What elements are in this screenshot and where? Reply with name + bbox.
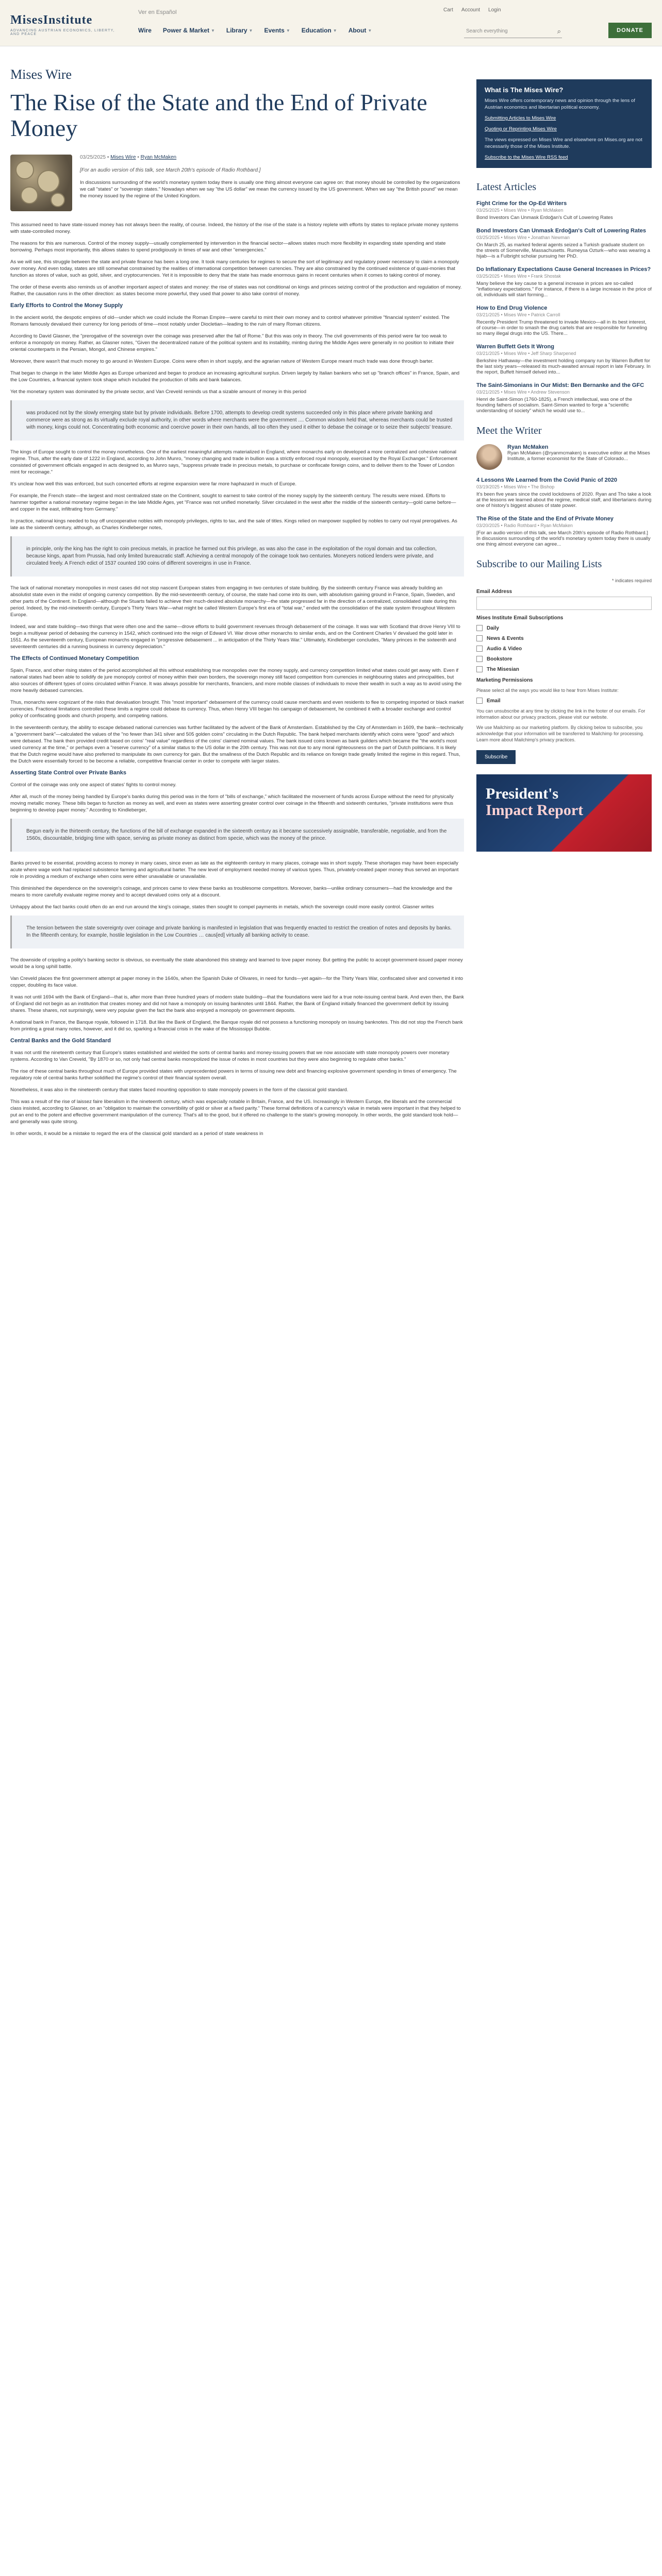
coin-graphic: [15, 161, 34, 179]
list-item[interactable]: [476, 516, 652, 547]
article-meta: 03/25/2025 • Mises Wire • Jonathan Newman: [476, 235, 570, 240]
about-wire-text: Mises Wire offers contemporary news and opinion through the lens of Austrian economics and libertarian political economy.: [485, 98, 635, 110]
article-link[interactable]: How to End Drug Violence: [476, 305, 548, 311]
site-header: [0, 0, 662, 46]
article-summary: Bond Investors Can Unmask Erdoğan's Cult of Lowering Rates: [476, 215, 613, 221]
list-item[interactable]: [476, 266, 652, 298]
nav-item-events[interactable]: Events ▼: [264, 27, 290, 34]
paragraph: Van Creveld places the first government attempt at paper money in the 1640s, when the Spanish Duke of Olivares, in need for funds—yet again—for the Thirty Years War, confiscated silver and converted it into copper, doubling its face value.: [10, 976, 463, 988]
coin-graphic: [21, 187, 38, 204]
checkbox-label: Daily: [487, 625, 499, 631]
lists-label: Mises Institute Email Subscriptions: [476, 615, 564, 621]
paragraph: Indeed, war and state building—two things that were often one and the same—drove efforts to build government revenues through debasement of the coinage. It was war with Scotland that drove Henry VIII to begin a multiyear period of debasing the currency in 1542, which continued into the reign of Edward VI. War drove other monarchs to similar ends, and on the Continent Charles V devalued the gold later in 1551. As the seventeenth century, European monarchs engaged in "progressive debasement ... in anticipation of the Thirty Years War." Ultimately, Kindleberger concludes, "Many princes in the sixteenth and seventeenth centuries did a running business in currency depreciation.": [10, 624, 460, 650]
paragraph: A national bank in France, the Banque royale, followed in 1718. But like the Bank of England, the Banque royale did not possess a functioning monopoly on issuing banknotes. This did not stop the French bank from printing a great many notes, however, and it did so, sparking a financial crisis in the wake of the Mississippi Bubble.: [10, 1020, 463, 1032]
checkbox-label: Audio & Video: [487, 646, 522, 652]
paragraph: According to David Glasner, the "prerogative of the sovereign over the coinage was preserved after the fall of Rome." But this was only in theory. The civil governments of this period were far too weak to enforce a monopoly on money. Rather, as Glasner notes, "Given the decentralized nature of the political system and its instability, minting during the Middle Ages were generally in no position to initiate their oriental counterparts in the Persian, Mongol, and Chinese empires.": [10, 333, 454, 352]
article-summary: Many believe the key cause to a general increase in prices are so-called "inflationary expectations." For instance, if there is a large increase in the price of oil, individuals will start forming...: [476, 281, 652, 298]
main-nav: [138, 27, 372, 34]
article: [10, 67, 464, 1137]
promo-line-2: Impact Report: [486, 802, 584, 819]
article-link[interactable]: Bond Investors Can Unmask Erdoğan's Cult of Lowering Rates: [476, 228, 646, 234]
blockquote: was produced not by the slowly emerging state but by private individuals. Before 1700, attempts to develop credit systems succeeded only in this place where private banking and commerce were as strong as its virtually exclude royal authority, in other words where merchants were the government .... Common wisdom held that, whereas merchants could be trusted with money, kings could not. Concentrating both economic and coercive power in their own hands, all too often they used it either to debase the coinage or to seize their subjects' treasure.: [10, 400, 464, 440]
paragraph: The kings of Europe sought to control the money nonetheless. One of the earliest meaningful attempts materialized in England, where monarchs early on developed a more centralized and cohesive national regime. Thus, after the early date of 1222 in England, according to John Munro, "money changing and trade in bullion was a strictly enforced royal monopoly, exercised by the Royal Exchanger." Enforcement consisted of government officials engaged in acts designed to, as Munro says, "suppress private trade in precious metals, to purchase or confiscate foreign coins, and to deliver them to the Tower of London mint for recoinage.": [10, 449, 458, 475]
section-heading: The Effects of Continued Monetary Competition: [10, 655, 139, 662]
section-heading: Central Banks and the Gold Standard: [10, 1038, 111, 1044]
writer-name[interactable]: Ryan McMaken: [507, 444, 549, 450]
paragraph: Unhappy about the fact banks could often do an end run around the king's coinage, states then sought to compel payments in metals, which the sovereign could more easily control. Glasner writes: [10, 904, 434, 910]
article-meta: 03/21/2025 • Mises Wire • Patrick Carroll: [476, 312, 560, 317]
outlet-link[interactable]: Mises Wire: [110, 155, 136, 160]
list-item[interactable]: [476, 382, 652, 414]
nav-item-wire[interactable]: Wire: [138, 27, 152, 34]
marketing-text: Please select all the ways you would like to hear from Mises Institute:: [476, 688, 619, 693]
search-icon[interactable]: ⌕: [557, 27, 561, 35]
paragraph: This was a result of the rise of laissez faire liberalism in the nineteenth century, which was especially notable in Britain, France, and the US. Increasingly in Western Europe, the liberals and the commercial class insisted, according to Glasner, on an "obligation to maintain the convertibility of gold or silver at a fixed parity." These formal definitions of a currency's value in metals were important in that they helped to put an end to the potent and effective government manipulation of the currency. That's all to the good, but it offered no challenge to the state's growing monopoly. In other words, the gold standard took hold—and generally was quite strong.: [10, 1099, 461, 1125]
email-label: Email Address: [476, 589, 512, 595]
latest-articles-title: Latest Articles: [476, 181, 537, 193]
checkbox-box[interactable]: [476, 656, 483, 662]
blockquote: Begun early in the thirteenth century, the functions of the bill of exchange expanded in the sixteenth century as it became successively assignable, transferable, negotiable, and from the 1560s, discountable, bridging time with space, serving as private money as distinct from specie, which was the money of the prince.: [10, 819, 464, 852]
blockquote: The tension between the state sovereignty over coinage and private banking is manifested in legislation that was frequently enacted to restrict the creation of notes and deposits by banks. In the fifteenth century, for example, hostile legislation in the Low Countries … caus[ed] virtually all banking activity to cease.: [10, 916, 464, 948]
article-meta: 03/25/2025 • Mises Wire • Frank Shostak: [476, 274, 561, 279]
checkbox-misesian[interactable]: [476, 666, 652, 672]
email-field[interactable]: [476, 597, 652, 610]
writer-bio: Ryan McMaken (@ryanmcmaken) is executive editor at the Mises Institute, a former economist for the State of Colorado...: [507, 450, 650, 462]
page-title: The Rise of the State and the End of Private Money: [10, 89, 427, 141]
coin-graphic: [37, 170, 60, 193]
search-input[interactable]: [464, 25, 562, 38]
article-link[interactable]: The Saint-Simonians in Our Midst: Ben Bernanke and the GFC: [476, 382, 644, 388]
checkbox-label: The Misesian: [487, 666, 519, 672]
paragraph: Moreover, there wasn't that much money to go around in Western Europe. Coins were often in short supply, and the agrarian nature of Western Europe meant much trade was done through barter.: [10, 359, 434, 364]
article-meta: 03/21/2025 • Mises Wire • Jeff Sharp Sharpened: [476, 351, 576, 356]
coin-graphic: [51, 193, 65, 207]
nav-item-library[interactable]: Library ▼: [226, 27, 253, 34]
paragraph: In the ancient world, the despotic empires of old—under which we could include the Roman Empire—were careful to mint their own money and to control whatever primitive "financial system" existed. The Romans famously devalued their currency for long periods of time—most notably under Diocletian—leading to the ruin of many Roman citizens.: [10, 315, 450, 327]
checkbox-box[interactable]: [476, 635, 483, 641]
article-meta: 03/21/2025 • Mises Wire • Andrew Stevenson: [476, 389, 570, 395]
donate-button[interactable]: DONATE: [608, 23, 652, 38]
reprint-link[interactable]: Quoting or Reprinting Mises Wire: [485, 126, 557, 132]
chevron-down-icon: ▼: [210, 28, 215, 33]
nav-item-power-market[interactable]: Power & Market ▼: [162, 27, 215, 34]
writer-card: [476, 444, 652, 470]
impact-report-banner[interactable]: [476, 774, 652, 852]
nav-item-about[interactable]: About ▼: [348, 27, 372, 34]
article-link[interactable]: Do Inflationary Expectations Cause General Increases in Prices?: [476, 266, 651, 273]
submit-articles-link[interactable]: Submitting Articles to Mises Wire: [485, 115, 556, 121]
article-meta: 03/20/2025 • Radio Rothbard • Ryan McMaken: [476, 523, 573, 528]
checkbox-news-events[interactable]: [476, 635, 652, 641]
subscribe-button[interactable]: Subscribe: [476, 750, 516, 764]
nav-item-education[interactable]: Education ▼: [301, 27, 337, 34]
paragraph: After all, much of the money being handled by Europe's banks during this period was in the form of "bills of exchange," which facilitated the movement of funds across Europe without the need for physically moving metallic money. These bills began to function as money as well, and even as states were asserting greater control over coinage in the fifteenth and sixteenth centuries, "private institutions were thus beginning to develop paper money." According to Kindleberger,: [10, 794, 454, 813]
logo-tagline: ADVANCING AUSTRIAN ECONOMICS, LIBERTY, AND PEACE: [10, 29, 115, 36]
checkbox-marketing-email[interactable]: [476, 698, 652, 704]
paragraph: The downside of crippling a polity's banking sector is obvious, so eventually the state abandoned this strategy and learned to love paper money. But getting the public to accept government-issued paper money would be a long uphill battle.: [10, 957, 463, 970]
article-summary: Berkshire Hathaway—the investment holding company run by Warren Buffett for the last sixty years—released its much-awaited annual report in late February. In the report, Buffett himself delved into...: [476, 358, 651, 375]
marketing-label: Marketing Permissions: [476, 677, 533, 683]
list-item[interactable]: [476, 228, 652, 259]
article-body: [10, 222, 464, 1142]
about-wire-title: What is The Mises Wire?: [485, 86, 564, 94]
paragraph: It was not until 1694 with the Bank of England—that is, after more than three hundred years of modern state building—that the foundations were laid for a true note-issuing central bank. And even then, the Bank of England did not begin as an institution that creates money and did not have a monopoly on issuing banknotes until 1844. Rather, the Bank of England initially financed the government deficit by issuing shares. These shares, not surprisingly, were very popular given the fact the bank also enjoyed a monopoly on government deposits.: [10, 994, 464, 1013]
meet-writer-title: Meet the Writer: [476, 425, 542, 436]
paragraph: It was not until the nineteenth century that Europe's states established and wielded the sorts of central banks and money-issuing powers that we now associate with state monopoly powers over monetary systems. According to Van Creveld, "By 1870 or so, not only had central banks monopolized the issue of notes in most countries but they were also beginning to regulate other banks.": [10, 1050, 450, 1062]
list-item[interactable]: [476, 305, 652, 336]
writer-articles-list: [476, 477, 652, 547]
checkbox-label: Email: [487, 698, 501, 704]
article-image: [10, 155, 72, 211]
chevron-down-icon: ▼: [249, 28, 253, 33]
checkbox-daily[interactable]: [476, 625, 652, 631]
paragraph: As we will see, this struggle between the state and private finance has been a long one. It took many centuries for regimes to secure the sort of legitimacy and regulatory power necessary to claim a monopoly over money. And even today, states are still somewhat constrained by the realities of international competition between currencies. They are also constrained by the continued existence of quasi-monies that function as stores of value, such as gold, silver, and cryptocurrencies. Yet it is impossible to deny that the state has made enormous gains in recent centuries when it comes to taking control of money.: [10, 259, 459, 278]
checkbox-box[interactable]: [476, 625, 483, 631]
checkbox-audio-video[interactable]: [476, 646, 652, 652]
checkbox-box[interactable]: [476, 646, 483, 652]
promo-line-1: President's: [486, 785, 559, 802]
article-date: 03/25/2025: [80, 155, 106, 160]
paragraph: The order of these events also reminds us of another important aspect of states and money: the rise of states was not conditional on kings and princes seizing control of the production and regulation of money. Rather, the causation runs in the other direction: as states become more powerful, they used that power to also take control of money.: [10, 284, 462, 297]
blockquote: in principle, only the king has the right to coin precious metals, in practice he farmed out this privilege, as was also the case in the exploitation of the royal domain and tax collection, because kings, apart from Prussia, had only limited bureaucratic staff. Achieving a central monopoly of the coinage took two centuries. Moneyers noticed lenders were private, and circulated freely. A French edict of 1537 counted 190 coins of different sovereigns in use in France.: [10, 536, 464, 577]
paragraph: Yet the monetary system was dominated by the private sector, and Van Creveld reminds us that a sizable amount of money in this period: [10, 389, 306, 395]
article-summary: Henri de Saint-Simon (1760-1825), a French intellectual, was one of the founding fathers of socialism. Saint-Simon wanted to forge a "scientific understanding of society" which he would use to...: [476, 397, 633, 414]
checkbox-label: News & Events: [487, 635, 524, 641]
latest-articles-list: [476, 200, 652, 414]
article-summary: [For an audio version of this talk, see March 20th's episode of Radio Rothbard.] In discussions surrounding of the world's monetary system today there is usually one thing almost everyone can agree...: [476, 530, 651, 547]
paragraph: Control of the coinage was only one aspect of states' fights to control money.: [10, 782, 177, 788]
article-summary: Recently President Trump threatened to invade Mexico—all in its best interest, of course—in order to smash the drug cartels that are responsible for funneling so many illegal drugs into the US. There...: [476, 319, 648, 336]
site-logo[interactable]: [10, 13, 119, 36]
article-link[interactable]: The Rise of the State and the End of Private Money: [476, 516, 614, 522]
chevron-down-icon: ▼: [333, 28, 337, 33]
paragraph: That began to change in the later Middle Ages as Europe urbanized and began to produce an increasing agricultural surplus. Driven largely by Italian bankers who set up "branch offices" in France, Spain, and the Low Countries, a financial system took shape which included the production of bills and bank balances.: [10, 370, 460, 383]
article-intro: [80, 179, 464, 205]
paragraph: Spain, France, and other rising states of the period accomplished all this without establishing true monopolies over the money supply, and currency competition limited what states could get away with. Even if national states had been able to solidify de jure monopoly control of money within their own borders, the sovereign money still faced competition from currencies in neighbouring states and principalities, but also sources of different types of coins circulated within France. It was always possible for merchants, financiers, and more mobile classes of individuals to move their wealth in such a way as to avoid using the more heavily debased currencies.: [10, 668, 462, 693]
section-heading: Early Efforts to Control the Money Supply: [10, 302, 123, 309]
paragraph: For example, the French state—the largest and most centralized state on the Continent, sought to earnest to take control of the money supply by the sixteenth century. The results were mixed. Efforts to hammer together a national monetary regime began in the late Middle Ages, yet "France was not unified monetarily. Silver circulated in the west after the middle of the sixteenth century—gold came before—and copper in the east, infiltrating from Germany.": [10, 493, 456, 512]
author-link[interactable]: Ryan McMaken: [140, 155, 177, 160]
article-link[interactable]: 4 Lessons We Learned from the Covid Panic of 2020: [476, 477, 618, 483]
list-item[interactable]: [476, 200, 652, 221]
logo-text[interactable]: MisesInstitute: [10, 13, 93, 27]
search-placeholder: Search everything: [466, 28, 508, 34]
paragraph: Banks proved to be essential, providing access to money in many cases, since even as late as the eighteenth century in many places, coinage was in short supply. These shortages may have been especially acute where wage work had replaced subsistence farming and agricultural barter. The new level of employment needed money of various types. Thus, privately-created paper money thus served an important role in providing a medium of exchange when coins were either unavailable or unavailable.: [10, 860, 459, 879]
article-meta: 03/25/2025 • Mises Wire • Ryan McMaken: [476, 208, 564, 213]
paragraph: In other words, it would be a mistake to regard the era of the classical gold standard as a period of state weakness in: [10, 1131, 263, 1137]
avatar[interactable]: [476, 444, 502, 470]
checkbox-bookstore[interactable]: [476, 656, 652, 662]
paragraph: In discussions surrounding of the world's monetary system today there is usually one thing almost everyone can agree on: that money should be controlled by the organizations we call "states" or "sovereign states." Nowadays when we say "the US dollar" we mean the currency issued by the US government. When we say "the British pound" we mean the money issued by the regime of the United Kingdom.: [80, 180, 460, 199]
required-note: * indicates required: [611, 578, 652, 583]
about-wire-box: [476, 79, 652, 168]
paragraph: This diminished the dependence on the sovereign's coinage, and princes came to view these banks as troublesome competitors. Moreover, banks—unlike ordinary consumers—had the knowledge and the means to more carefully evaluate regime money and to accept devalued coins only at a discount.: [10, 886, 453, 898]
checkbox-box[interactable]: [476, 698, 483, 704]
section-label[interactable]: Mises Wire: [10, 67, 72, 82]
language-link[interactable]: Ver en Español: [138, 9, 177, 15]
article-link[interactable]: Fight Crime for the Op-Ed Writers: [476, 200, 567, 207]
disclaimer-text: The views expressed on Mises Wire and elsewhere on Mises.org are not necessarily those of the Mises Institute.: [485, 137, 642, 149]
account-links: [443, 7, 501, 13]
paragraph: Thus, monarchs were cognizant of the risks that devaluation brought. This "most important" debasement of the currency could cause merchants and even residents to flee to competing imported or black market currencies. Fractional limitations controlled these limits a regime could debase its currency. Thus, when Henry VIII began his campaign of debasement, he combined it with a broader exchange and control policy of confiscating goods and church property, and competing nations.: [10, 700, 464, 719]
subscribe-title: Subscribe to our Mailing Lists: [476, 558, 602, 570]
chevron-down-icon: ▼: [286, 28, 290, 33]
paragraph: In the seventeenth century, the ability to escape debased national currencies was further facilitated by the advent of the Bank of Amsterdam. Established by the City of Amsterdam in 1609, the bank—technically a "government bank"—calculated the values of the "no fewer than 341 silver and 505 golden coins" circulating in the Dutch Republic. The bank helped merchants identify which coins were "good" and which were debased. The bank then provided credit based on coins' "real value" regardless of the coins' claimed nominal values. The bank issued coins known as bank guilders which became the "the world's most used currency at the time," or perhaps even a "reserve currency" of a similar status to the US dollar in the 20th century. This was not due to any moral righteousness on the part of Dutch politicians. It is likely that the Dutch regime would have also preferred to manipulate its own currency for gain. But the smallness of the Dutch Republic and its reliance on foreign trade greatly limited the regime in this regard. Thus, the Dutch were essentially forced to be become a reliable, competitive financial center in order to compete with larger states.: [10, 725, 464, 764]
checkbox-label: Bookstore: [487, 656, 512, 662]
list-item[interactable]: [476, 344, 652, 375]
audio-note: [For an audio version of this talk, see March 20th's episode of Radio Rothbard.]: [80, 167, 261, 173]
paragraph: This assumed need to have state-issued money has not always been the reality, of course. Indeed, the history of the rise of the state is a history replete with efforts by states to replace private money systems with state-controlled money.: [10, 222, 458, 234]
article-summary: It's been five years since the covid lockdowns of 2020. Ryan and Tho take a look at the lessons we learned about the regime, medical staff, and libertarians during one of history's biggest abuses of state power.: [476, 492, 652, 509]
paragraph: In practice, national kings needed to buy off uncooperative nobles with monopoly privileges, rights to tax, and the sale of titles. Kings relied on manpower supplied by nobles to carry out royal prerogatives. As late as the sixteenth century, although, as Charles Kindleberger notes,: [10, 518, 457, 531]
login-link[interactable]: Login: [488, 7, 501, 13]
paragraph: The rise of these central banks throughout much of Europe provided states with unprecedented powers in terms of issuing new debt and financing explosive government spending in times of emergency. The regulatory role of central banks further solidified the regime's control of their financial system overall.: [10, 1069, 457, 1081]
sidebar: [476, 79, 652, 852]
article-meta: 03/19/2025 • Mises Wire • The Bishop: [476, 484, 555, 489]
chevron-down-icon: ▼: [368, 28, 372, 33]
paragraph: Nonetheless, it was also in the nineteenth century that states faced mounting opposition to state monopoly powers in the form of the classical gold standard.: [10, 1087, 349, 1093]
unsubscribe-note: You can unsubscribe at any time by clicking the link in the footer of our emails. For information about our privacy practices, please visit our website.: [476, 708, 646, 720]
rss-link[interactable]: Subscribe to the Mises Wire RSS feed: [485, 155, 568, 160]
article-summary: On March 25, as marked federal agents seized a Turkish graduate student on the streets of Somerville, Massachusetts. Rumeysa Ozturk—who was wearing a hijab—is a Fulbright scholar pursuing her PhD.: [476, 242, 650, 259]
checkbox-box[interactable]: [476, 666, 483, 672]
cart-link[interactable]: Cart: [443, 7, 453, 13]
paragraph: The reasons for this are numerous. Control of the money supply—usually complemented by intervention in the financial sector—allows states much more flexibility in expanding state spending and state borrowing. Perhaps most importantly, this allows states to spend prodigiously in times of war and other "emergencies.": [10, 241, 446, 253]
section-heading: Asserting State Control over Private Banks: [10, 770, 126, 776]
article-link[interactable]: Warren Buffett Gets It Wrong: [476, 344, 554, 350]
byline: 03/25/2025 • Mises Wire • Ryan McMaken: [80, 155, 177, 160]
list-item[interactable]: [476, 477, 652, 509]
paragraph: It's unclear how well this was enforced, but such concerted efforts at regime expansion were far more haphazard in much of Europe.: [10, 481, 297, 487]
account-link[interactable]: Account: [461, 7, 481, 13]
mailchimp-note: We use Mailchimp as our marketing platform. By clicking below to subscribe, you acknowledge that your information will be transferred to Mailchimp for processing. Learn more about Mailchimp's privacy practices.: [476, 725, 644, 742]
paragraph: The lack of national monetary monopolies in most cases did not stop nascent European states from engaging in two centuries of state building. By the sixteenth century France was already building an absolutist state even in the midst of ongoing currency competition. By the mid-seventeenth century, of course, the state had come into its own, with absolutism gaining ground in France, Spain, Sweden, and other parts of the Continent. In England—although the Stuarts failed to achieve their much-desired absolute monarchy—the state progressed far in the direction of a centralized, consolidated state during this period. Indeed, by the mid-nineteenth century, Europe's Thirty Years War—what might be called Western Europe's first era of "total war," ended with the consolidation of the state system throughout Western Europe.: [10, 585, 457, 618]
